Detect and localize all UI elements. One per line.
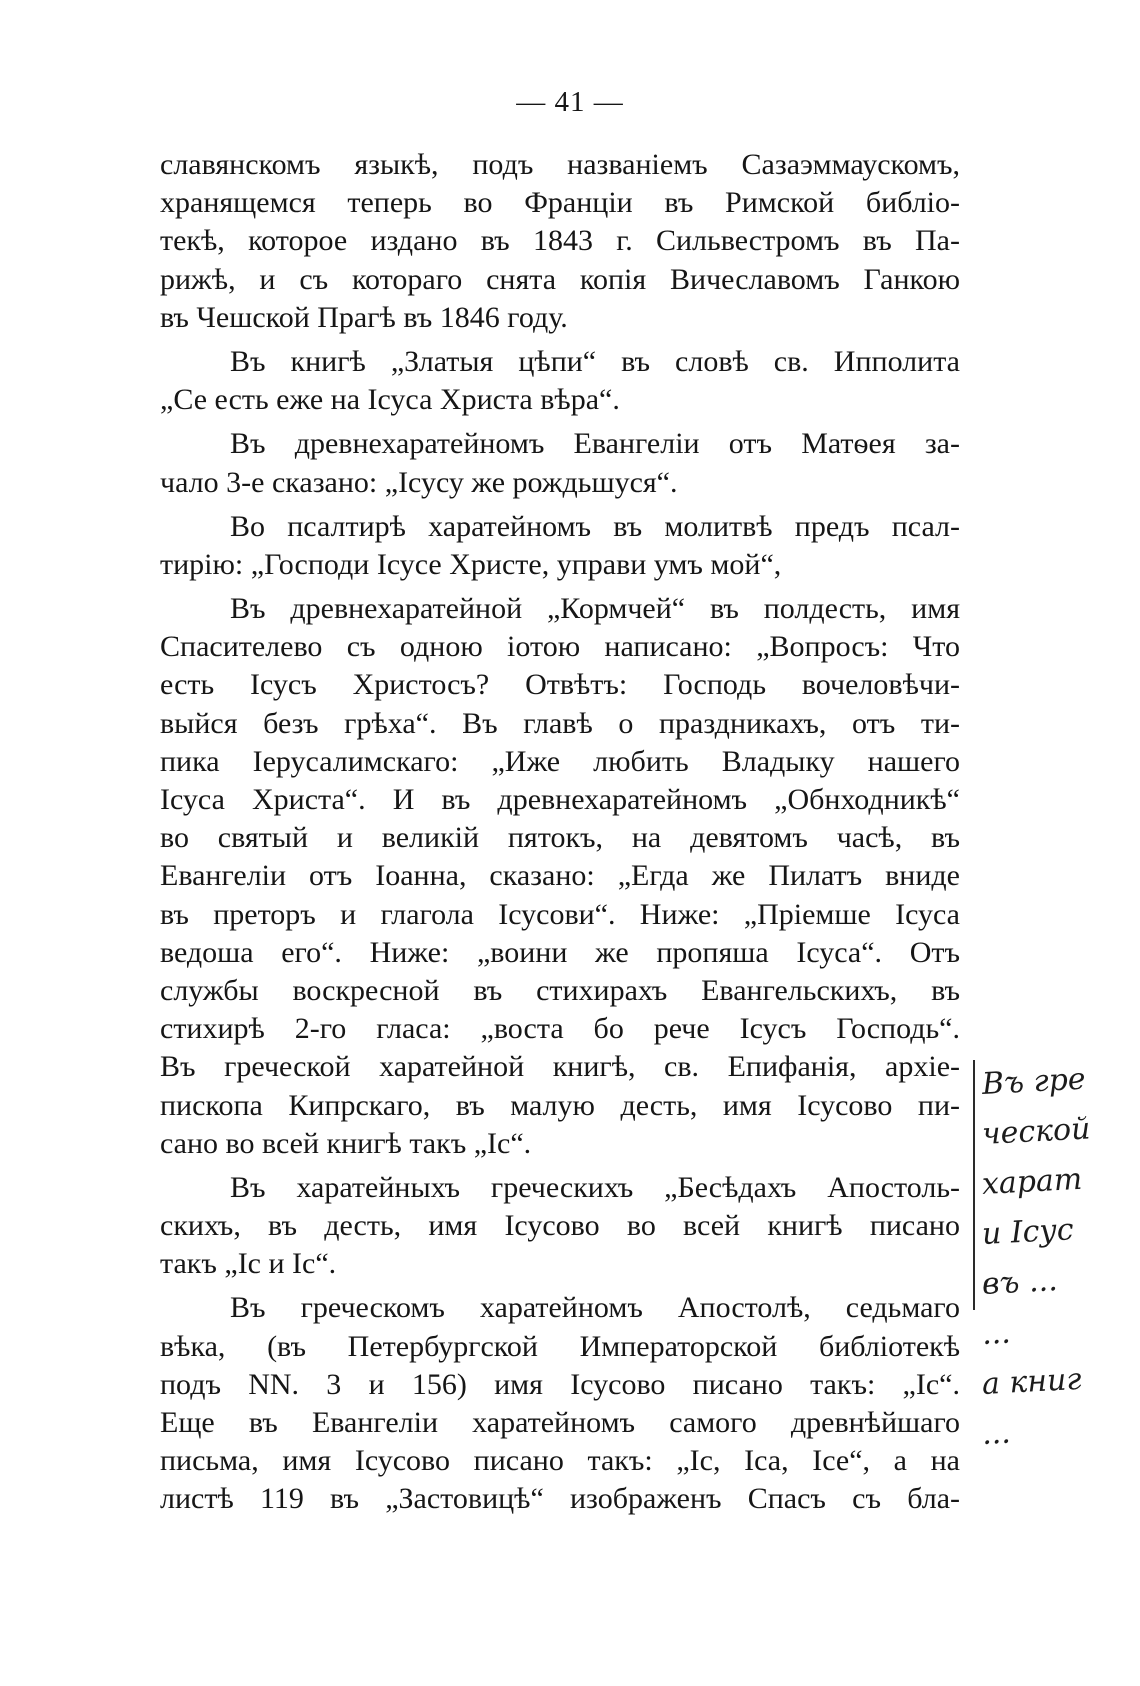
text-line: есть Ісусъ Христосъ? Отвѣтъ: Господь вочеловѣчи-: [160, 668, 960, 702]
text-line: славянскомъ языкѣ, подъ названіемъ Сазаэммаускомъ,: [160, 148, 960, 181]
text-line: въ преторъ и глагола Ісусови“. Ниже: „Пріемше Ісуса: [160, 897, 960, 931]
text-line: Во псалтирѣ харатейномъ въ молитвѣ предъ псал-: [230, 509, 960, 543]
text-line: Евангеліи отъ Іоанна, сказано: „Егда же Пилатъ вниде: [160, 859, 960, 893]
text-line: рижѣ, и съ котораго снята копія Вичеславомъ Ганкою: [160, 262, 960, 296]
text-line: выйся безъ грѣха“. Въ главѣ о праздникахъ, отъ ти-: [160, 706, 960, 740]
text-line: стихирѣ 2-го гласа: „воста бо рече Ісусъ Господь“.: [160, 1012, 960, 1046]
text-line: въ Чешской Прагѣ въ 1846 году.: [160, 300, 568, 334]
margin-note-line: и Ісус: [981, 1212, 1075, 1252]
margin-note-line: ческой: [981, 1111, 1092, 1152]
margin-note-line: въ ...: [981, 1263, 1059, 1302]
text-line: Въ харатейныхъ греческихъ „Бесѣдахъ Апостоль-: [230, 1170, 960, 1204]
handwritten-margin-notes: [982, 1060, 1140, 1460]
margin-note-line: харат: [981, 1161, 1084, 1202]
text-line: Въ древнехаратейной „Кормчей“ въ полдесть, имя: [230, 592, 960, 626]
page-number: — 41 —: [516, 86, 624, 118]
text-line: вѣка, (въ Петербургской Императорской библіотекѣ: [160, 1329, 960, 1363]
text-line: письма, имя Ісусово писано такъ: „Іс, Іса, Ісе“, а на: [160, 1444, 960, 1478]
margin-note-line: а книг: [981, 1361, 1083, 1402]
text-line: пископа Кипрскаго, въ малую десть, имя Ісусово пи-: [160, 1088, 960, 1122]
text-line: тирію: „Господи Ісусе Христе, управи умъ мой“,: [160, 547, 782, 581]
margin-note-line: Въ гре: [981, 1061, 1087, 1102]
text-line: службы воскресной въ стихирахъ Евангельскихъ, въ: [160, 973, 960, 1007]
text-line: Еще въ Евангеліи харатейномъ самого древнѣйшаго: [160, 1406, 960, 1439]
text-line: сано во всей книгѣ такъ „Іс“.: [160, 1126, 532, 1160]
text-line: во святый и великій пятокъ, на девятомъ часѣ, въ: [160, 821, 960, 855]
text-line: Спасителево съ одною іотою написано: „Вопросъ: Что: [160, 630, 960, 664]
text-line: ведоша его“. Ниже: „воини же пропяша Ісуса“. Отъ: [160, 935, 960, 969]
text-line: Въ книгѣ „Златыя цѣпи“ въ словѣ св. Ипполита: [230, 344, 960, 378]
margin-rule: [973, 1060, 975, 1310]
text-line: листѣ 119 въ „Застовицѣ“ изображенъ Спасъ съ бла-: [160, 1482, 960, 1516]
margin-note-line: ...: [981, 1415, 1012, 1452]
margin-note-line: ...: [981, 1315, 1012, 1352]
text-line: такъ „Іс и Іс“.: [160, 1247, 337, 1281]
text-line: скихъ, въ десть, имя Ісусово во всей книгѣ писано: [160, 1209, 960, 1243]
text-line: Въ греческомъ харатейномъ Апостолѣ, седьмаго: [230, 1291, 960, 1325]
body-text: [160, 146, 960, 1519]
text-line: хранящемся теперь во Франціи въ Римской библіо-: [160, 186, 960, 220]
text-line: пика Іерусалимскаго: „Иже любить Владыку нашего: [160, 744, 960, 778]
text-line: „Се есть еже на Ісуса Христа вѣра“.: [160, 383, 620, 417]
text-line: чало 3-е сказано: „Ісусу же рождьшуся“.: [160, 465, 678, 499]
text-line: Въ древнехаратейномъ Евангеліи отъ Матѳея за-: [230, 427, 960, 461]
text-line: Въ греческой харатейной книгѣ, св. Епифанія, архіе-: [160, 1050, 960, 1084]
text-line: подъ NN. 3 и 156) имя Ісусово писано такъ: „Іс“.: [160, 1367, 960, 1401]
text-line: Ісуса Христа“. И въ древнехаратейномъ „Обнходникѣ“: [160, 783, 960, 816]
text-line: текѣ, которое издано въ 1843 г. Сильвестромъ въ Па-: [160, 224, 960, 258]
